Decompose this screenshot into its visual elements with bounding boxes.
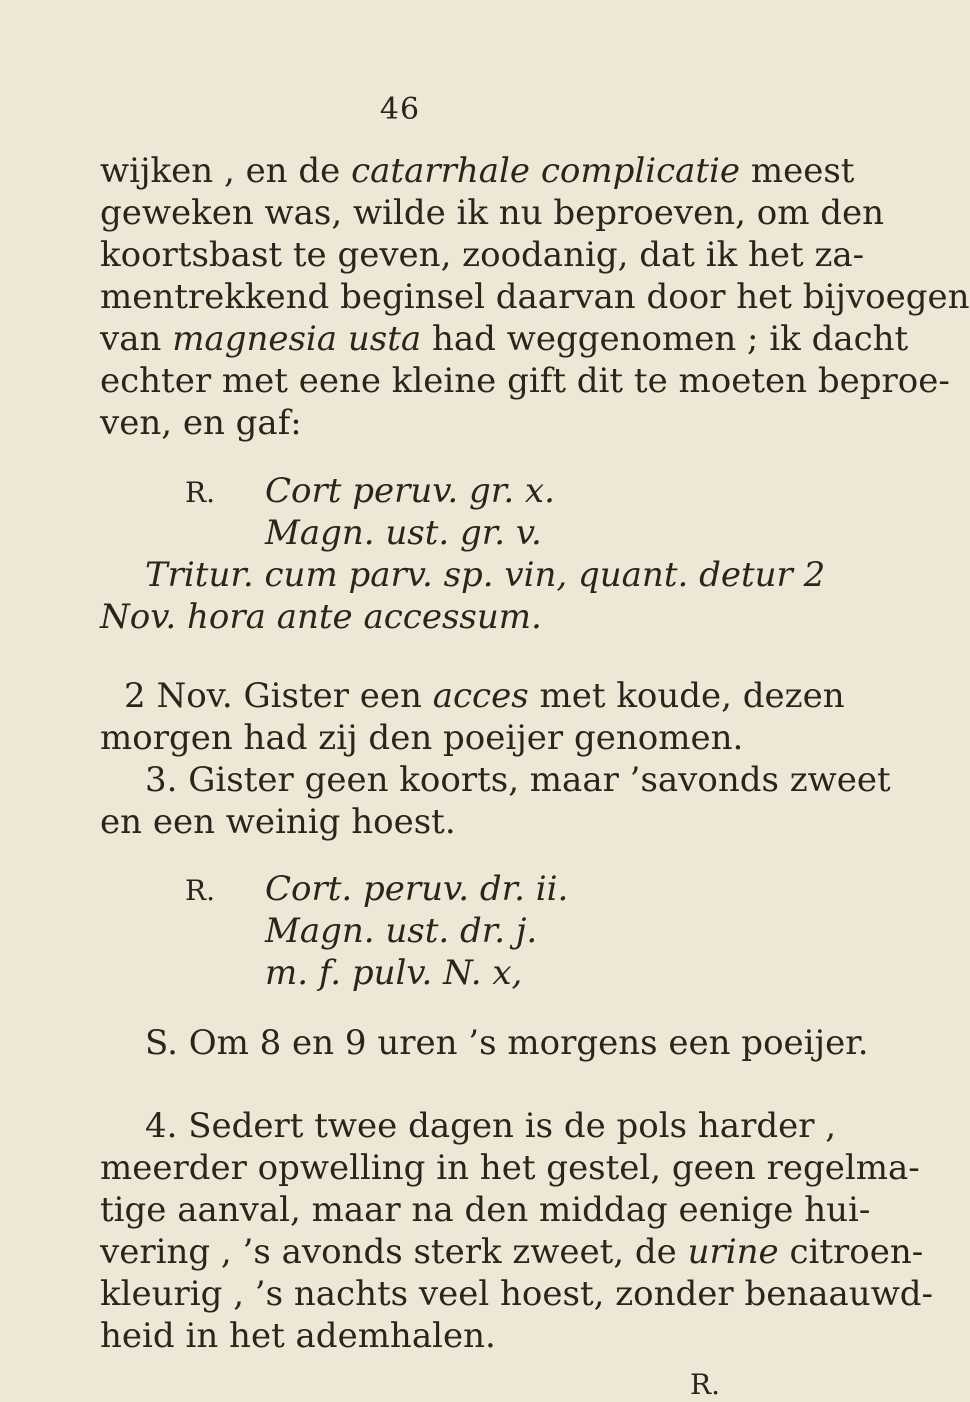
text-line: en een weinig hoest. bbox=[100, 802, 456, 842]
text-line: mentrekkend beginsel daarvan door het bijvoegen bbox=[100, 277, 970, 317]
text-line: S. Om 8 en 9 uren ’s morgens een poeijer. bbox=[145, 1023, 869, 1063]
text-line: 4. Sedert twee dagen is de pols harder , bbox=[145, 1106, 837, 1146]
page-number: 46 bbox=[379, 92, 421, 127]
text-line: kleurig , ’s nachts veel hoest, zonder benaauwd- bbox=[100, 1274, 934, 1314]
text-line: ven, en gaf: bbox=[100, 403, 302, 443]
text-line: echter met eene kleine gift dit te moeten beproe- bbox=[100, 361, 950, 401]
text-line: koortsbast te geven, zoodanig, dat ik het za- bbox=[100, 235, 865, 275]
text-line: geweken was, wilde ik nu beproeven, om den bbox=[100, 193, 885, 233]
recipe-line: Tritur. cum parv. sp. vin, quant. detur 2 bbox=[145, 555, 826, 595]
recipe-symbol: R. bbox=[185, 476, 215, 509]
text-line: 3. Gister geen koorts, maar ’savonds zweet bbox=[145, 760, 891, 800]
text-line: vering , ’s avonds sterk zweet, de urine citroen- bbox=[100, 1232, 924, 1272]
text-line: wijken , en de catarrhale complicatie meest bbox=[100, 151, 855, 191]
recipe-symbol: R. bbox=[185, 874, 215, 907]
recipe-line: Nov. hora ante accessum. bbox=[100, 597, 542, 637]
recipe-line: Magn. ust. gr. v. bbox=[265, 513, 542, 553]
catchword: R. bbox=[690, 1368, 720, 1401]
recipe-line: Cort peruv. gr. x. bbox=[265, 471, 555, 511]
recipe-line: Cort. peruv. dr. ii. bbox=[265, 869, 569, 909]
text-line: meerder opwelling in het gestel, geen regelma- bbox=[100, 1148, 920, 1188]
text-line: tige aanval, maar na den middag eenige hui- bbox=[100, 1190, 871, 1230]
recipe-line: Magn. ust. dr. j. bbox=[265, 911, 538, 951]
recipe-line: m. f. pulv. N. x, bbox=[265, 953, 523, 993]
text-line: 2 Nov. Gister een acces met koude, dezen bbox=[124, 676, 845, 716]
text-line: heid in het ademhalen. bbox=[100, 1316, 496, 1356]
text-line: van magnesia usta had weggenomen ; ik dacht bbox=[100, 319, 909, 359]
text-line: morgen had zij den poeijer genomen. bbox=[100, 718, 744, 758]
